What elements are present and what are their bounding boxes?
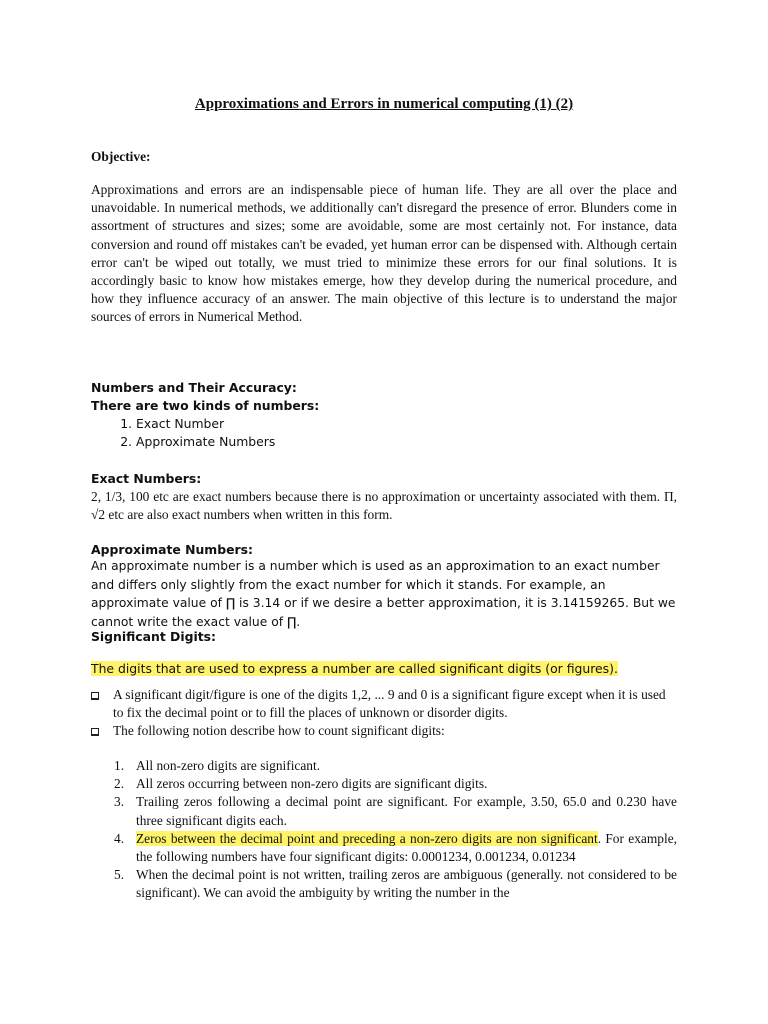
list-item: 1. All non-zero digits are significant. bbox=[114, 758, 321, 773]
approximate-paragraph: An approximate number is a number which is used as an approximation to an exact number and differs only slightly from the exact number for which it stands. For example, an approximate value of ∏ is 3.14 or if we desire a better approximation, it is 3.14159265. But we cannot write the exact value of ∏. bbox=[91, 559, 676, 629]
exact-heading: Exact Numbers: bbox=[91, 471, 202, 486]
significant-rules-list bbox=[91, 757, 677, 903]
significant-heading: Significant Digits: bbox=[91, 629, 216, 644]
list-item: 2. Approximate Numbers bbox=[136, 433, 677, 451]
list-item: 1. Exact Number bbox=[136, 415, 677, 433]
number-kinds-list bbox=[91, 415, 677, 451]
list-item: 5. When the decimal point is not written, trailing zeros are ambiguous (generally. not considered to be significant). We can avoid the ambiguity by writing the number in the bbox=[114, 867, 677, 901]
list-item: The following notion describe how to count significant digits: bbox=[91, 722, 677, 740]
list-item: 3. Trailing zeros following a decimal point are significant. For example, 3.50, 65.0 and 0.230 have three significant digits each. bbox=[114, 794, 677, 828]
list-item: A significant digit/figure is one of the digits 1,2, ... 9 and 0 is a significant figure except when it is used to fix the decimal point or to fill the places of unknown or disorder digits. bbox=[91, 686, 677, 722]
significant-definition bbox=[91, 660, 677, 678]
significant-bullets bbox=[91, 686, 677, 741]
highlighted-rule: Zeros between the decimal point and preceding a non-zero digits are non significant bbox=[136, 830, 598, 846]
list-item: 4. Zeros between the decimal point and preceding a non-zero digits are non significant. For example, the following numbers have four significant digits: 0.0001234, 0.001234, 0.01234 bbox=[114, 830, 677, 865]
square-bullet-icon bbox=[91, 692, 99, 700]
exact-paragraph: 2, 1/3, 100 etc are exact numbers because there is no approximation or uncertainty associated with them. Π, √2 etc are also exact numbers when written in this form. bbox=[91, 489, 677, 523]
numbers-subheading: There are two kinds of numbers: bbox=[91, 398, 320, 413]
objective-heading: Objective: bbox=[91, 149, 151, 164]
approximate-heading: Approximate Numbers: bbox=[91, 542, 253, 557]
numbers-heading: Numbers and Their Accuracy: bbox=[91, 380, 297, 395]
highlighted-definition: The digits that are used to express a number are called significant digits (or figures). bbox=[91, 661, 618, 676]
list-item: 2. All zeros occurring between non-zero digits are significant digits. bbox=[114, 776, 488, 792]
document-title: Approximations and Errors in numerical computing (1) (2) bbox=[194, 96, 574, 112]
square-bullet-icon bbox=[91, 728, 99, 736]
objective-paragraph: Approximations and errors are an indispensable piece of human life. They are all over the place and unavoidable. In numerical methods, we additionally can't disregard the presence of error. Blunders come in assortment of structures and sizes; some are avoidable, some are most certainly not. For instance, data conversion and round off mistakes can't be evaded, yet human error can be dispensed with. Although certain error can't be wiped out totally, we must tried to minimize these errors for our final solutions. It is accordingly basic to know how mistakes emerge, how they develop during the numerical procedure, and how they influence accuracy of an answer. The main objective of this lecture is to understand the major sources of errors in Numerical Method. bbox=[91, 182, 677, 325]
